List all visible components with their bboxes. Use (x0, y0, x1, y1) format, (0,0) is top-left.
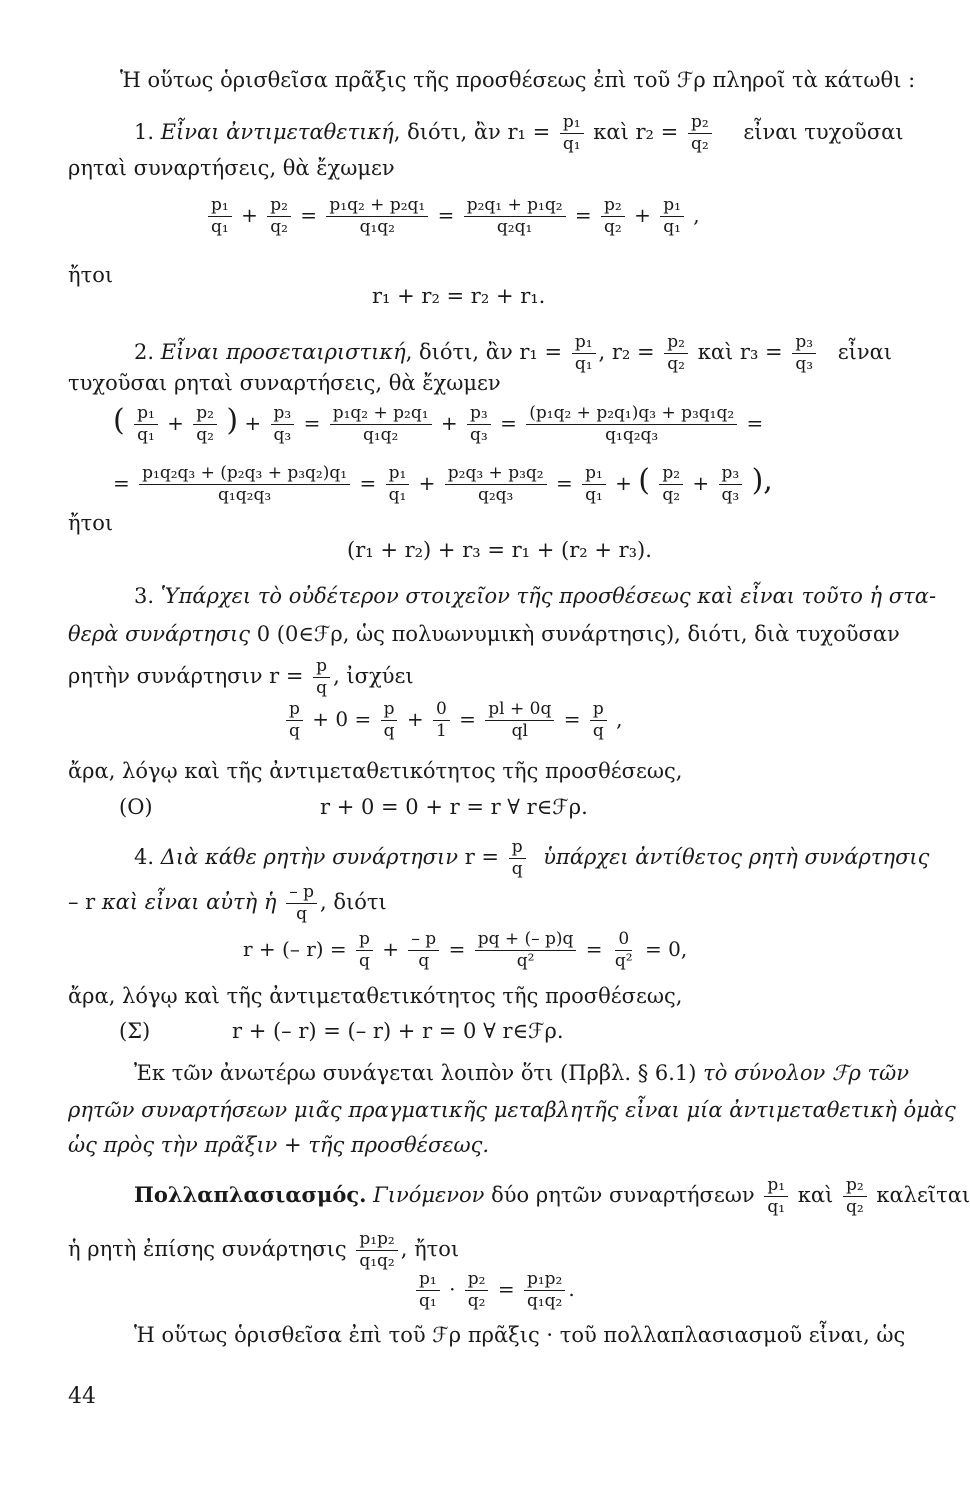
item-title: Εἶναι προσεταιριστική (160, 340, 406, 364)
text: εἶναι τυχοῦσαι (743, 120, 904, 144)
text-line: ρηταὶ συναρτήσεις, θὰ ἔχωμεν (68, 156, 395, 180)
section-heading: Πολλαπλασιασμός. (134, 1182, 367, 1207)
text-line: ρητὴν συνάρτησιν r = $\frac{p}{q}$ , ἰσχύει (68, 656, 414, 698)
text-line: ἤτοι (68, 263, 114, 287)
equation: r + (– r) = $\frac{p}{q}$ + $\frac{- p}{q}$ = $\frac{pq + (- p)q}{\text{q²}}$ = $\frac{0}{\text{q²}}$ = 0, (243, 929, 688, 971)
equation: r + 0 = 0 + r = r ∀ r∈ℱρ. (320, 795, 588, 819)
text-line: Ἡ οὕτως ὁρισθεῖσα πρᾶξις τῆς προσθέσεως ἐπὶ τοῦ ℱρ πληροῖ τὰ κάτωθι : (120, 68, 916, 92)
text-line: ἄρα, λόγῳ καὶ τῆς ἀντιμεταθετικότητος τῆς προσθέσεως, (68, 759, 683, 783)
text-line: ἄρα, λόγῳ καὶ τῆς ἀντιμεταθετικότητος τῆς προσθέσεως, (68, 984, 683, 1008)
item-title: Ὑπάρχει τὸ οὐδέτερον στοιχεῖον τῆς προσθέσεως καὶ εἶναι τοῦτο ἡ στα- (160, 584, 937, 608)
text-line: ἤτοι (68, 511, 114, 535)
section-heading-line: Πολλαπλασιασμός. Γινόμενον δύο ρητῶν συναρτήσεων $\frac{\text{p₁}}{\text{q₁}}$ καὶ $\frac{\text{p₂}}{\text{q₂}}$ καλεῖται (134, 1175, 970, 1217)
text-line: – r καὶ εἶναι αὐτὴ ἡ $\frac{- p}{q}$ , διότι (68, 882, 387, 924)
equation: $\frac{p}{q}$ + 0 = $\frac{p}{q}$ + $\frac{0}{1}$ = $\frac{pl + 0q}{ql}$ = $\frac{p}{q}$ , (283, 700, 622, 741)
text-line: θερὰ συνάρτησις 0 (0∈ℱρ, ὡς πολυωνυμικὴ συνάρτησις), διότι, διὰ τυχοῦσαν (68, 622, 900, 646)
item-title: Εἶναι ἀντιμεταθετική (160, 120, 394, 144)
page-number: 44 (68, 1384, 96, 1409)
text: , διότι, ἂν r₁ = (393, 120, 551, 144)
fraction: $\frac{\text{p₂}}{\text{q₂}}$ (688, 113, 712, 154)
equation: $\frac{\text{p₁}}{\text{q₁}}$ + $\frac{\text{p₂}}{\text{q₂}}$ = $\frac{\text{p₁q₂ + p₂q₁}}{\text{q₁q₂}}$ = $\frac{\text{p₂q₁ + p₁q₂}}{\text{q₂q₁}}$ = $\frac{\text{p₂}}{\text{q₂}}$ + $\frac{\text{p₁}}{\text{q₁}}$ , (205, 196, 700, 237)
item-4-line: 4. Διὰ κάθε ρητὴν συνάρτησιν r = $\frac{p}{q}$ ὑπάρχει ἀντίθετος ρητὴ συνάρτησις (134, 837, 930, 879)
item-number: 2. (134, 340, 161, 364)
item-3-line (134, 583, 936, 609)
equation: r + (– r) = (– r) + r = 0 ∀ r∈ℱρ. (232, 1019, 564, 1043)
text-line: τυχοῦσαι ρηταὶ συναρτήσεις, θὰ ἔχωμεν (68, 371, 501, 395)
text-line: Ἡ οὕτως ὁρισθεῖσα ἐπὶ τοῦ ℱρ πρᾶξις · τοῦ πολλαπλασιασμοῦ εἶναι, ὡς (134, 1323, 906, 1347)
fraction: $\frac{\text{p₁}}{\text{q₁}}$ (560, 113, 584, 154)
item-number: 1. (134, 120, 161, 144)
text-line: Ἐκ τῶν ἀνωτέρω συνάγεται λοιπὸν ὅτι (Πρβλ. § 6.1) τὸ σύνολον ℱρ τῶν (134, 1061, 910, 1085)
equation: $\frac{\text{p₁}}{\text{q₁}}$ · $\frac{\text{p₂}}{\text{q₂}}$ = $\frac{\text{p₁p₂}}{\text{q₁q₂}}$ . (413, 1270, 575, 1311)
equation-label: (Ο) (119, 795, 153, 819)
text: καὶ r₂ = (593, 120, 679, 144)
text-line: ρητῶν συναρτήσεων μιᾶς πραγματικῆς μεταβλητῆς εἶναι μία ἀντιμεταθετικὴ ὁμὰς (68, 1098, 956, 1122)
item-number: 3. (134, 584, 161, 608)
equation: ( $\frac{\text{p₁}}{\text{q₁}}$ + $\frac{\text{p₂}}{\text{q₂}}$ ) + $\frac{\text{p₃}}{\text{q₃}}$ = $\frac{\text{p₁q₂ + p₂q₁}}{\text{q₁q₂}}$ + $\frac{\text{p₃}}{\text{q₃}}$ = $\frac{\text{(p₁q₂ + p₂q₁)q₃ + p₃q₁q₂}}{\text{q₁q₂q₃}}$ = (113, 403, 764, 445)
equation: (r₁ + r₂) + r₃ = r₁ + (r₂ + r₃). (347, 538, 652, 562)
text-line: ὡς πρὸς τὴν πρᾶξιν + τῆς προσθέσεως. (68, 1133, 490, 1157)
item-1-line (134, 113, 904, 154)
equation: r₁ + r₂ = r₂ + r₁. (372, 284, 546, 308)
text-line: ἡ ρητὴ ἐπίσης συνάρτησις $\frac{\text{p₁p₂}}{\text{q₁q₂}}$ , ἤτοι (68, 1229, 460, 1271)
equation-label: (Σ) (119, 1019, 151, 1043)
equation: = $\frac{\text{p₁q₂q₃ + (p₂q₃ + p₃q₂)q₁}}{\text{q₁q₂q₃}}$ = $\frac{\text{p₁}}{\text{q₁}}$ + $\frac{\text{p₂q₃ + p₃q₂}}{\text{q₂q₃}}$ = $\frac{\text{p₁}}{\text{q₁}}$ + ( $\frac{\text{p₂}}{\text{q₂}}$ + $\frac{\text{p₃}}{\text{q₃}}$ ), (113, 463, 773, 505)
item-number: 4. (134, 845, 161, 869)
item-2-line: 2. Εἶναι προσεταιριστική, διότι, ἂν r₁ = $\frac{\text{p₁}}{\text{q₁}}$ , r₂ = $\frac{\text{p₂}}{\text{q₂}}$ καὶ r₃ = $\frac{\text{p₃}}{\text{q₃}}$ εἶναι (134, 332, 893, 374)
